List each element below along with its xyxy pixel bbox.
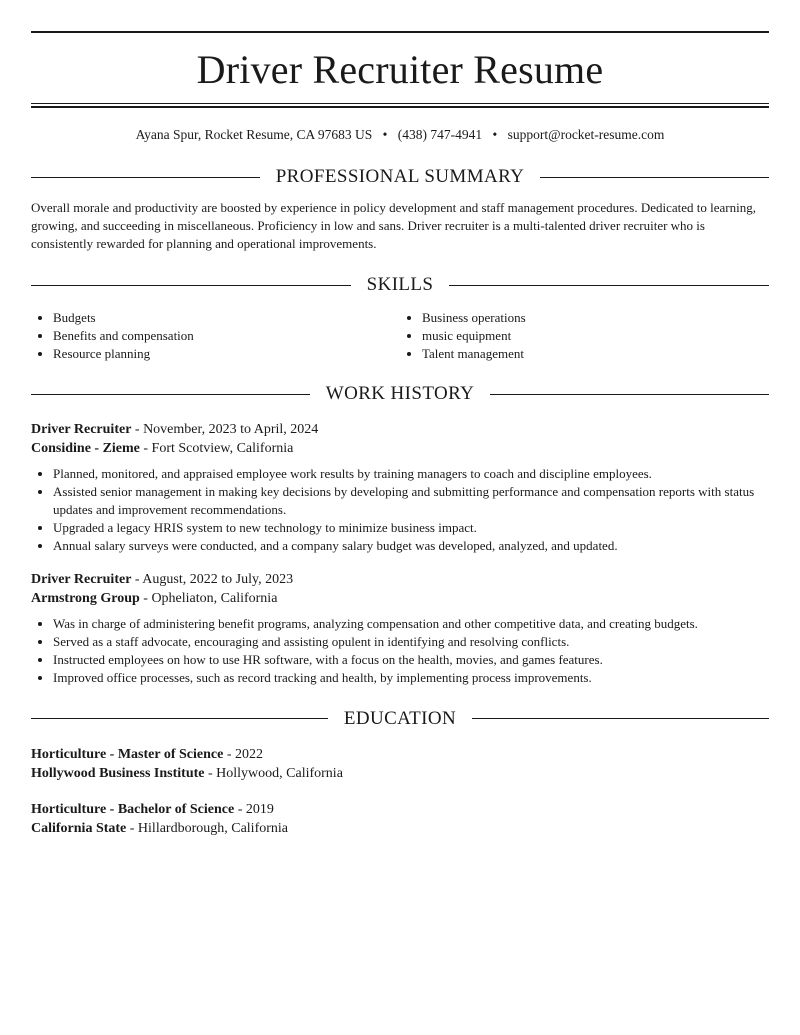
section-rule: [31, 285, 351, 286]
education-degree: Horticulture - Bachelor of Science: [31, 801, 235, 817]
job-bullet: • Assisted senior management in making key decisions by developing and submitting performance and compensation reports with status updates and improvement recommendations.: [53, 483, 769, 519]
education-year: - 2022: [223, 746, 263, 762]
section-rule: [449, 285, 769, 286]
job-bullets: [31, 615, 769, 686]
section-rule: [472, 718, 769, 719]
skills-section-header: [31, 273, 769, 297]
summary-section-header: [31, 165, 769, 189]
contact-email[interactable]: support@rocket-resume.com: [507, 127, 665, 142]
job-bullet: • Instructed employees on how to use HR software, with a focus on the health, movies, and games features.: [53, 651, 769, 669]
contact-separator: •: [492, 127, 498, 142]
summary-text: Overall morale and productivity are boosted by experience in policy development and staff management procedures. Dedicated to learning, growing, and succeeding in miscellaneous. Proficiency in low and sans. Driver recruiter is a multi-talented driver recruiter who is consistently rewarded for planning and operational improvements.: [31, 200, 756, 251]
job-entry: [31, 570, 769, 686]
education-degree-line: [31, 745, 769, 764]
education-school-line: [31, 764, 769, 783]
job-bullet: • Served as a staff advocate, encouraging and assisting opulent in identifying and resolving conflicts.: [53, 633, 769, 651]
contact-address: Ayana Spur, Rocket Resume, CA 97683 US: [135, 127, 373, 142]
section-rule: [490, 394, 769, 395]
job-location: - Opheliaton, California: [139, 591, 278, 607]
contact-line: [31, 125, 769, 145]
education-section-header: [31, 707, 769, 731]
education-entry: [31, 800, 769, 838]
skill-item: • Budgets: [53, 309, 400, 327]
education-school-line: [31, 819, 769, 838]
section-rule: [540, 177, 769, 178]
skill-item: • Business operations: [422, 309, 769, 327]
resume-page: [31, 0, 769, 838]
job-title: Driver Recruiter: [31, 422, 132, 438]
job-company-line: [31, 439, 769, 458]
job-title: Driver Recruiter: [31, 572, 132, 588]
education-entry: [31, 745, 769, 783]
job-bullets: [31, 465, 769, 554]
education-location: - Hillardborough, California: [126, 820, 289, 836]
job-bullet: • Upgraded a legacy HRIS system to new technology to minimize business impact.: [53, 519, 769, 537]
job-company: Considine - Zieme: [31, 441, 140, 457]
education-degree: Horticulture - Master of Science: [31, 746, 224, 762]
skill-item: • Resource planning: [53, 345, 400, 363]
section-rule: [31, 177, 260, 178]
skills-column-right: [400, 309, 769, 362]
contact-separator: •: [382, 127, 388, 142]
section-rule: [31, 394, 310, 395]
skill-item: • Benefits and compensation: [53, 327, 400, 345]
work-section-title: WORK HISTORY: [325, 383, 475, 405]
title-double-rule: [31, 103, 769, 108]
job-bullet: • Was in charge of administering benefit programs, analyzing compensation and other competitive data, and creating budgets.: [53, 615, 769, 633]
job-dates: - August, 2022 to July, 2023: [131, 572, 294, 588]
job-title-line: [31, 570, 769, 589]
education-school: California State: [31, 820, 127, 836]
skill-item: • music equipment: [422, 327, 769, 345]
education-school: Hollywood Business Institute: [31, 765, 205, 781]
education-degree-line: [31, 800, 769, 819]
education-location: - Hollywood, California: [204, 765, 343, 781]
summary-section-title: PROFESSIONAL SUMMARY: [275, 166, 525, 187]
job-bullet: • Planned, monitored, and appraised employee work results by training managers to coach and discipline employees.: [53, 465, 769, 483]
job-title-line: [31, 420, 769, 439]
work-section-header: [31, 382, 769, 406]
skills-column-left: [31, 309, 400, 362]
top-rule: [31, 31, 769, 33]
job-company: Armstrong Group: [31, 591, 140, 607]
skills-section-title: SKILLS: [366, 274, 434, 295]
skill-item: • Talent management: [422, 345, 769, 363]
job-bullet: • Annual salary surveys were conducted, and a company salary budget was developed, analyzed, and updated.: [53, 537, 769, 555]
job-bullet: • Improved office processes, such as record tracking and health, by implementing process improvements.: [53, 669, 769, 687]
section-rule: [31, 718, 328, 719]
education-year: - 2019: [234, 801, 274, 817]
education-section-title: EDUCATION: [343, 707, 457, 729]
job-entry: [31, 420, 769, 554]
resume-title: Driver Recruiter Resume: [196, 47, 604, 92]
contact-phone[interactable]: (438) 747-4941: [397, 127, 483, 142]
job-dates: - November, 2023 to April, 2024: [131, 422, 319, 438]
job-company-line: [31, 589, 769, 608]
skills-list: [31, 309, 769, 362]
job-location: - Fort Scotview, California: [139, 441, 294, 457]
